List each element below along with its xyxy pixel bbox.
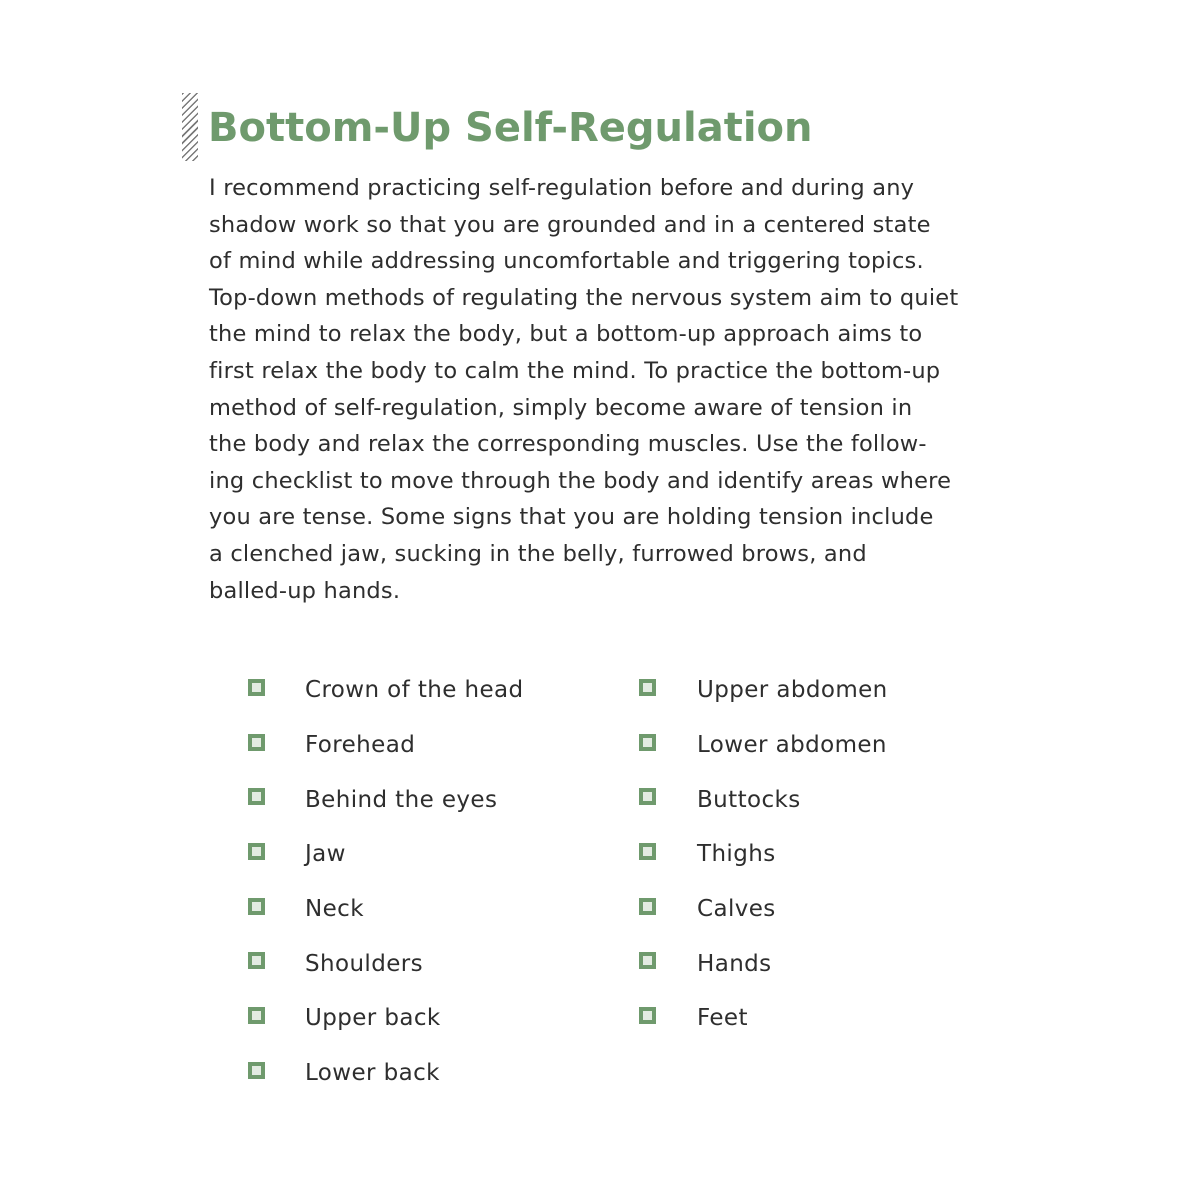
checklist-item-shoulders[interactable] — [248, 936, 524, 991]
paragraph-line: the mind to relax the body, but a bottom-up approach aims to — [209, 321, 923, 348]
paragraph-line: first relax the body to calm the mind. To practice the bottom-up — [209, 357, 941, 384]
checkbox-icon[interactable] — [248, 898, 265, 915]
diagonal-stripes-icon — [182, 93, 198, 161]
checklist-item-forehead[interactable] — [248, 718, 524, 773]
checkbox-icon[interactable] — [248, 1062, 265, 1079]
paragraph-line: the body and relax the corresponding muscles. Use the follow- — [209, 431, 927, 458]
checklist-item-thighs[interactable] — [639, 827, 888, 882]
paragraph-line: method of self-regulation, simply become aware of tension in — [209, 394, 913, 421]
checklist-item-hands[interactable] — [639, 936, 888, 991]
checklist-item-label: Lower abdomen — [697, 732, 887, 759]
checklist-item-label: Buttocks — [697, 786, 801, 813]
page-title: Bottom-Up Self-Regulation — [208, 105, 813, 151]
checklist-item-label: Lower back — [305, 1060, 440, 1087]
checklist-item-label: Upper abdomen — [697, 677, 888, 704]
checklist-item-calves[interactable] — [639, 882, 888, 937]
checklist-item-lower-abdomen[interactable] — [639, 718, 888, 773]
checklist-item-label: Calves — [697, 896, 776, 923]
checkbox-icon[interactable] — [248, 734, 265, 751]
checkbox-icon[interactable] — [639, 952, 656, 969]
checklist-item-buttocks[interactable] — [639, 772, 888, 827]
checkbox-icon[interactable] — [248, 1007, 265, 1024]
paragraph-line: I recommend practicing self-regulation before and during any — [209, 175, 915, 201]
paragraph-line: you are tense. Some signs that you are holding tension include — [209, 504, 934, 531]
checkbox-icon[interactable] — [639, 843, 656, 860]
checklist-item-neck[interactable] — [248, 882, 524, 937]
checklist-item-upper-abdomen[interactable] — [639, 663, 888, 718]
checklist-left-column — [248, 663, 524, 1101]
checklist-item-label: Jaw — [305, 841, 346, 868]
checklist-item-behind-the-eyes[interactable] — [248, 772, 524, 827]
checkbox-icon[interactable] — [639, 1007, 656, 1024]
paragraph-line: shadow work so that you are grounded and in a centered state — [209, 211, 931, 238]
checkbox-icon[interactable] — [639, 788, 656, 805]
paragraph-line: ing checklist to move through the body and identify areas where — [209, 467, 952, 494]
checklist-item-upper-back[interactable] — [248, 991, 524, 1046]
checklist-item-label: Thighs — [697, 841, 776, 868]
checkbox-icon[interactable] — [248, 843, 265, 860]
checklist-item-label: Hands — [697, 950, 772, 977]
paragraph-line: of mind while addressing uncomfortable and triggering topics. — [209, 248, 924, 275]
checklist-item-label: Crown of the head — [305, 677, 524, 704]
checkbox-icon[interactable] — [248, 679, 265, 696]
checkbox-icon[interactable] — [639, 898, 656, 915]
checklist-item-feet[interactable] — [639, 991, 888, 1046]
checklist-item-label: Neck — [305, 896, 364, 923]
checklist-item-label: Shoulders — [305, 950, 424, 977]
checklist-item-crown-of-the-head[interactable] — [248, 663, 524, 718]
checkbox-icon[interactable] — [248, 952, 265, 969]
checklist-item-lower-back[interactable] — [248, 1046, 524, 1101]
paragraph-line: balled-up hands. — [209, 577, 401, 604]
checklist-item-jaw[interactable] — [248, 827, 524, 882]
checklist-item-label: Feet — [697, 1005, 748, 1032]
paragraph-line: a clenched jaw, sucking in the belly, furrowed brows, and — [209, 540, 867, 567]
checkbox-icon[interactable] — [248, 788, 265, 805]
paragraph-line: Top-down methods of regulating the nervous system aim to quiet — [209, 284, 959, 311]
intro-paragraph — [209, 170, 1009, 609]
checklist-right-column — [639, 663, 888, 1046]
checklist-item-label: Behind the eyes — [305, 786, 498, 813]
checkbox-icon[interactable] — [639, 679, 656, 696]
checklist-item-label: Upper back — [305, 1005, 441, 1032]
checklist-item-label: Forehead — [305, 732, 416, 759]
checkbox-icon[interactable] — [639, 734, 656, 751]
